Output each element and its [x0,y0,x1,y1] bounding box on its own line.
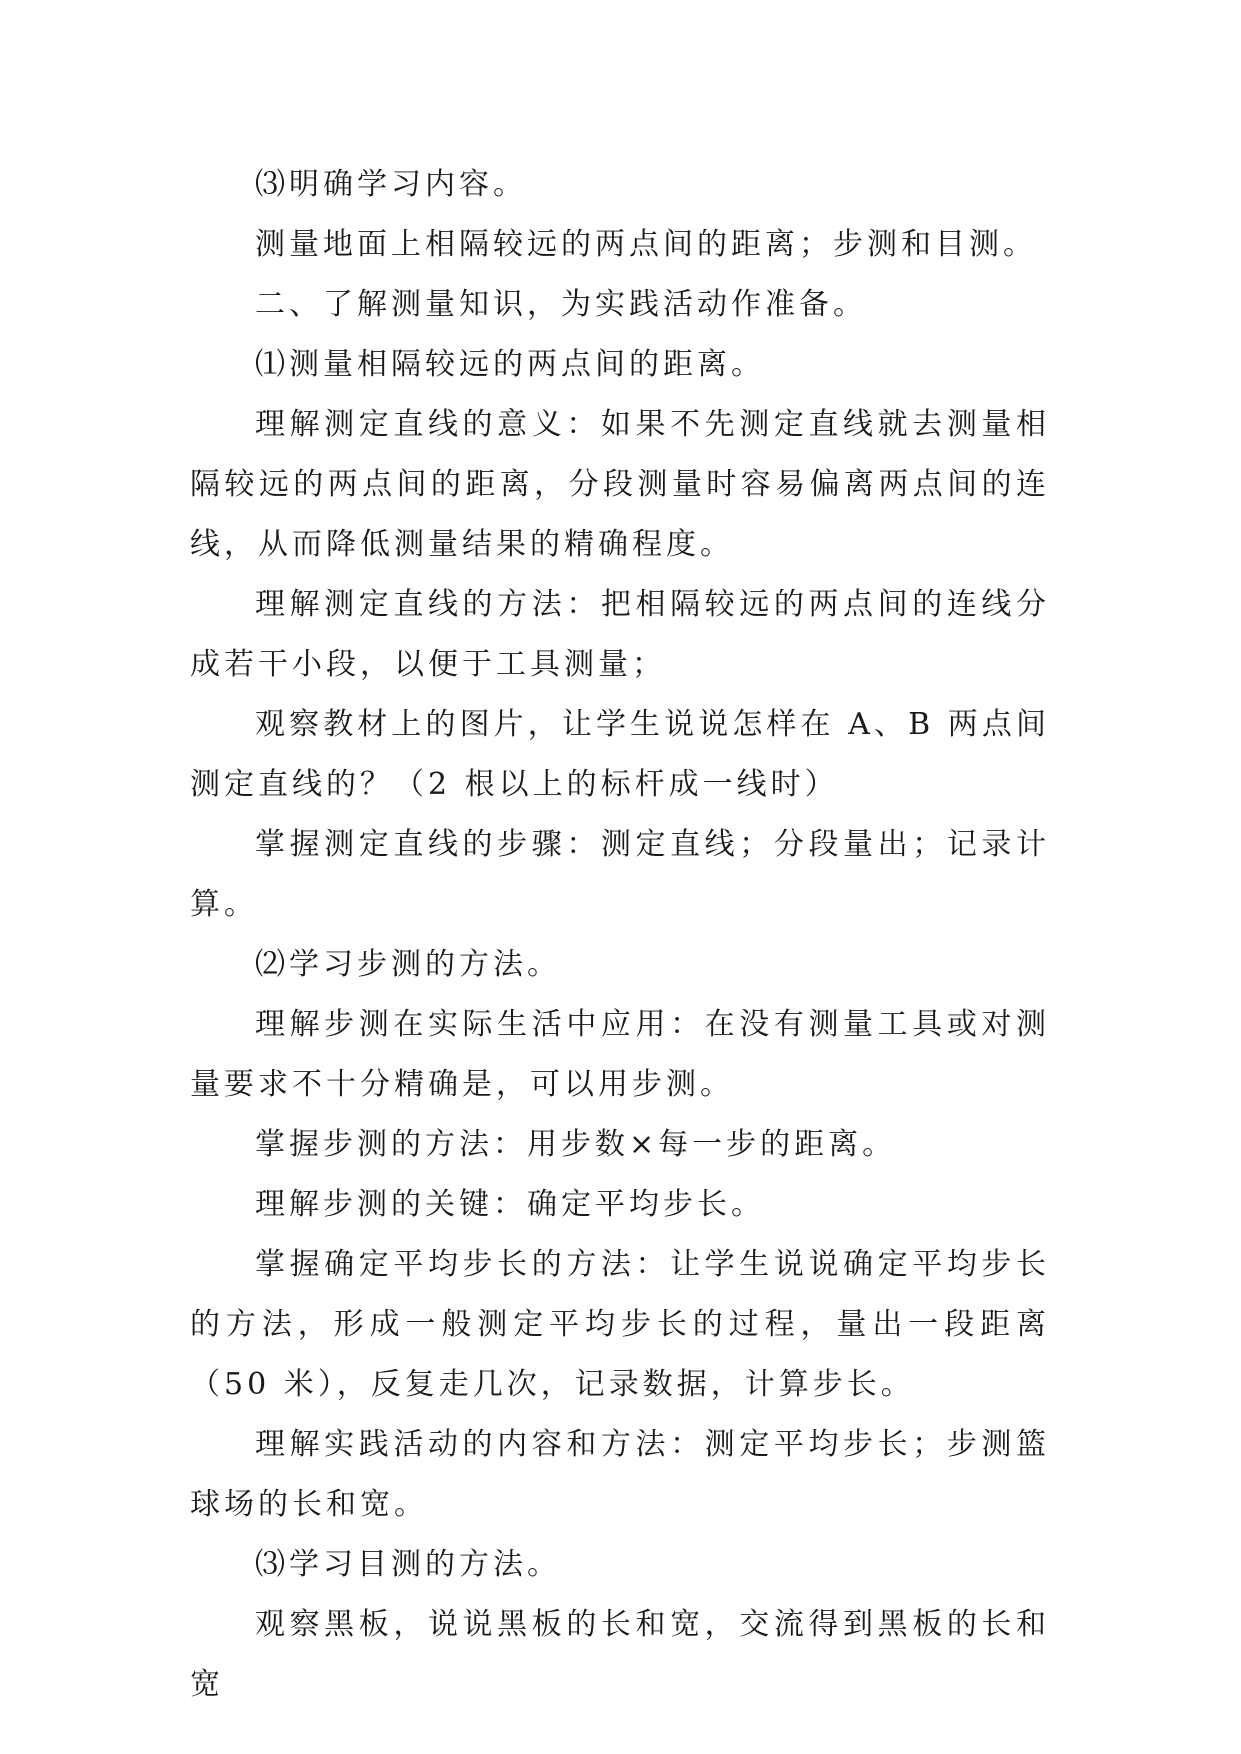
subheading-visual-estimation: ⑶学习目测的方法。 [255,1547,561,1582]
subheading-pacing: ⑵学习步测的方法。 [255,947,561,982]
paragraph-average-step: 掌握确定平均步长的方法：让学生说说确定平均步长的方法，形成一般测定平均步长的过程，量出一段距离（50 米），反复走几次，记录数据，计算步长。 [190,1247,1050,1402]
paragraph-practice-activity: 理解实践活动的内容和方法：测定平均步长；步测篮球场的长和宽。 [190,1427,1050,1522]
paragraph-line-steps: 掌握测定直线的步骤：测定直线；分段量出；记录计算。 [190,827,1050,922]
paragraph-line-meaning: 理解测定直线的意义：如果不先测定直线就去测量相隔较远的两点间的距离，分段测量时容易偏离两点间的连线，从而降低测量结果的精确程度。 [190,407,1050,562]
subheading-distant-points: ⑴测量相隔较远的两点间的距离。 [255,347,765,382]
paragraph-measure-distance: 测量地面上相隔较远的两点间的距离；步测和目测。 [255,227,1037,262]
paragraph-observe-blackboard: 观察黑板，说说黑板的长和宽，交流得到黑板的长和宽 [190,1607,1050,1702]
section-heading-measurement-knowledge: 二、了解测量知识，为实践活动作准备。 [255,287,867,322]
paragraph-line-method: 理解测定直线的方法：把相隔较远的两点间的连线分成若干小段，以便于工具测量； [190,587,1050,682]
paragraph-pacing-application: 理解步测在实际生活中应用：在没有测量工具或对测量要求不十分精确是，可以用步测。 [190,1007,1050,1102]
paragraph-observe-picture: 观察教材上的图片，让学生说说怎样在 A、B 两点间测定直线的？（2 根以上的标杆成一线时） [190,707,1050,802]
paragraph-pacing-key: 理解步测的关键：确定平均步长。 [255,1187,765,1222]
document-body [190,155,1050,1715]
paragraph-clarify-content: ⑶明确学习内容。 [255,167,527,202]
paragraph-pacing-method: 掌握步测的方法：用步数×每一步的距离。 [255,1127,897,1162]
